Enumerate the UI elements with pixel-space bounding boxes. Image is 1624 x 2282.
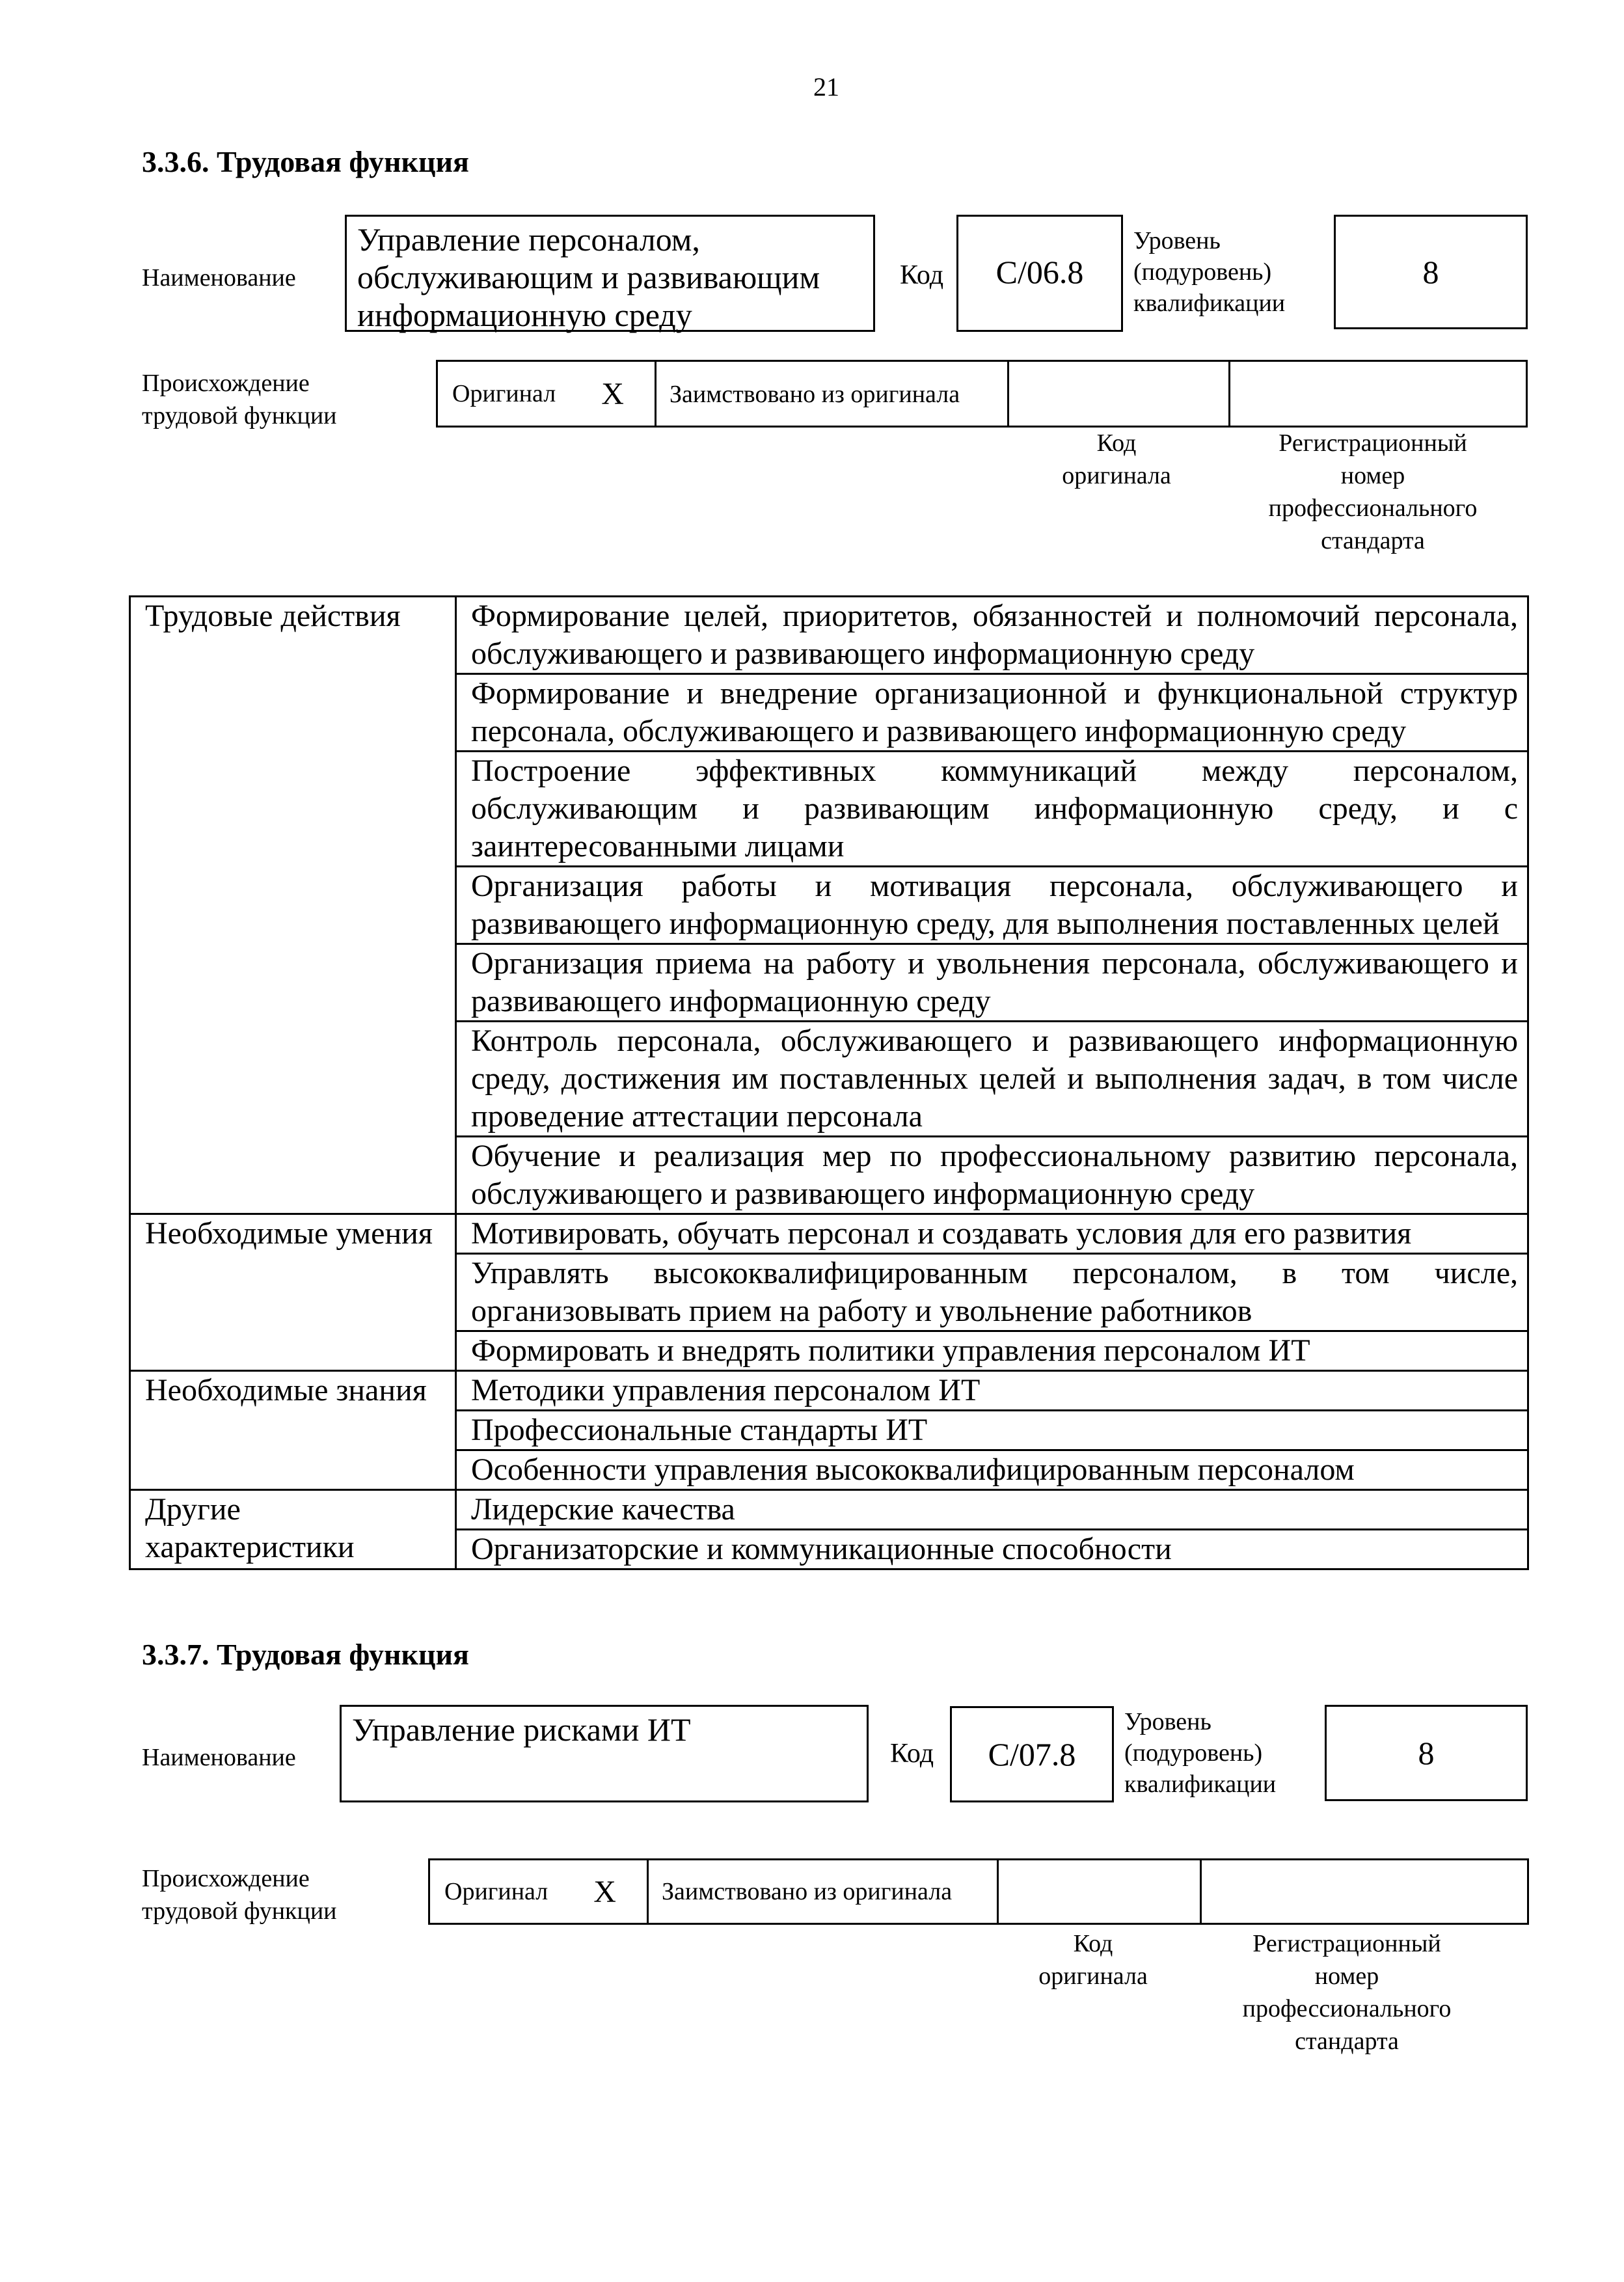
origin-row (436, 360, 1528, 428)
knowledge-item: Особенности управления высококвалифицированным персоналом (456, 1450, 1528, 1490)
origin-original-cell (438, 362, 656, 426)
origin-borrowed-label: Заимствовано из оригинала (662, 1878, 953, 1905)
function-name-value: Управление персоналом, обслуживающим и развивающим информационную среду (357, 221, 820, 333)
labor-action-item: Формирование и внедрение организационной и функциональной структур персонала, обслуживающего и развивающего информационную среду (456, 674, 1528, 752)
origin-borrowed-cell (656, 362, 1009, 426)
original-code-cell (1009, 362, 1230, 426)
registration-number-cell (1230, 362, 1526, 426)
origin-borrowed-label: Заимствовано из оригинала (670, 381, 960, 408)
labor-action-item: Организация приема на работу и увольнения персонала, обслуживающего и развивающего информационную среду (456, 944, 1528, 1022)
name-label: Наименование (142, 264, 296, 292)
qualification-level-value: 8 (1418, 1735, 1435, 1771)
function-name-value: Управление рисками ИТ (352, 1711, 691, 1748)
qualification-level-label: Уровень (подуровень) квалификации (1124, 1708, 1277, 1798)
section-heading-3-3-6: 3.3.6. Трудовая функция (142, 145, 469, 178)
characteristic-item: Лидерские качества (456, 1490, 1528, 1530)
code-value: C/07.8 (988, 1736, 1076, 1773)
category-required-skills: Необходимые умения (130, 1214, 456, 1371)
category-required-knowledge: Необходимые знания (130, 1371, 456, 1490)
labor-action-item: Формирование целей, приоритетов, обязанностей и полномочий персонала, обслуживающего и развивающего информационную среду (456, 597, 1528, 674)
skill-item: Мотивировать, обучать персонал и создавать условия для его развития (456, 1214, 1528, 1254)
original-code-cell (999, 1860, 1202, 1923)
origin-original-cell (430, 1860, 649, 1923)
qualification-level-box (1325, 1705, 1528, 1801)
qualification-level-label: Уровень (подуровень) квалификации (1133, 227, 1286, 317)
code-value: C/06.8 (995, 254, 1084, 290)
table-row (130, 1490, 1528, 1530)
skill-item: Формировать и внедрять политики управления персоналом ИТ (456, 1331, 1528, 1371)
labor-action-item: Обучение и реализация мер по профессиональному развитию персонала, обслуживающего и развивающего информационную среду (456, 1137, 1528, 1214)
origin-checkmark: X (593, 1874, 616, 1909)
code-label: Код (890, 1739, 934, 1769)
skill-item: Управлять высококвалифицированным персоналом, в том числе, организовывать прием на работу и увольнение работников (456, 1254, 1528, 1331)
origin-original-label: Оригинал (452, 380, 556, 407)
origin-borrowed-cell (649, 1860, 999, 1923)
origin-row (428, 1858, 1529, 1925)
registration-number-caption: Регистрационный номер профессионального стандарта (1242, 1930, 1452, 2055)
qualification-level-box (1334, 215, 1528, 329)
table-row (130, 1214, 1528, 1254)
category-labor-actions: Трудовые действия (130, 597, 456, 1214)
origin-original-label: Оригинал (444, 1878, 548, 1905)
code-value-box (950, 1706, 1114, 1802)
knowledge-item: Профессиональные стандарты ИТ (456, 1411, 1528, 1450)
table-row (130, 1371, 1528, 1411)
registration-number-caption: Регистрационный номер профессионального стандарта (1268, 429, 1478, 554)
table-row (130, 597, 1528, 674)
labor-action-item: Организация работы и мотивация персонала, обслуживающего и развивающего информационную среду, для выполнения поставленных целей (456, 867, 1528, 944)
characteristic-item: Организаторские и коммуникационные способности (456, 1530, 1528, 1569)
code-value-box (956, 215, 1123, 332)
category-other-characteristics: Другие характеристики (130, 1490, 456, 1569)
function-name-box (340, 1705, 869, 1802)
qualification-level-value: 8 (1422, 254, 1439, 290)
section-heading-3-3-7: 3.3.7. Трудовая функция (142, 1638, 469, 1671)
page-number: 21 (813, 72, 839, 102)
origin-label: Происхождение трудовой функции (142, 1865, 337, 1925)
labor-action-item: Контроль персонала, обслуживающего и развивающего информационную среду, достижения им поставленных целей и выполнения задач, в том числе проведение аттестации персонала (456, 1022, 1528, 1137)
code-label: Код (900, 260, 944, 290)
origin-checkmark: X (601, 376, 624, 411)
function-details-table (129, 595, 1529, 1570)
name-label: Наименование (142, 1744, 296, 1771)
origin-label: Происхождение трудовой функции (142, 370, 337, 429)
labor-action-item: Построение эффективных коммуникаций между персоналом, обслуживающим и развивающим информационную среду, и с заинтересованными лицами (456, 752, 1528, 867)
original-code-caption: Код оригинала (1038, 1930, 1148, 1990)
function-name-box (345, 215, 875, 332)
knowledge-item: Методики управления персоналом ИТ (456, 1371, 1528, 1411)
registration-number-cell (1202, 1860, 1527, 1923)
original-code-caption: Код оригинала (1062, 429, 1171, 489)
